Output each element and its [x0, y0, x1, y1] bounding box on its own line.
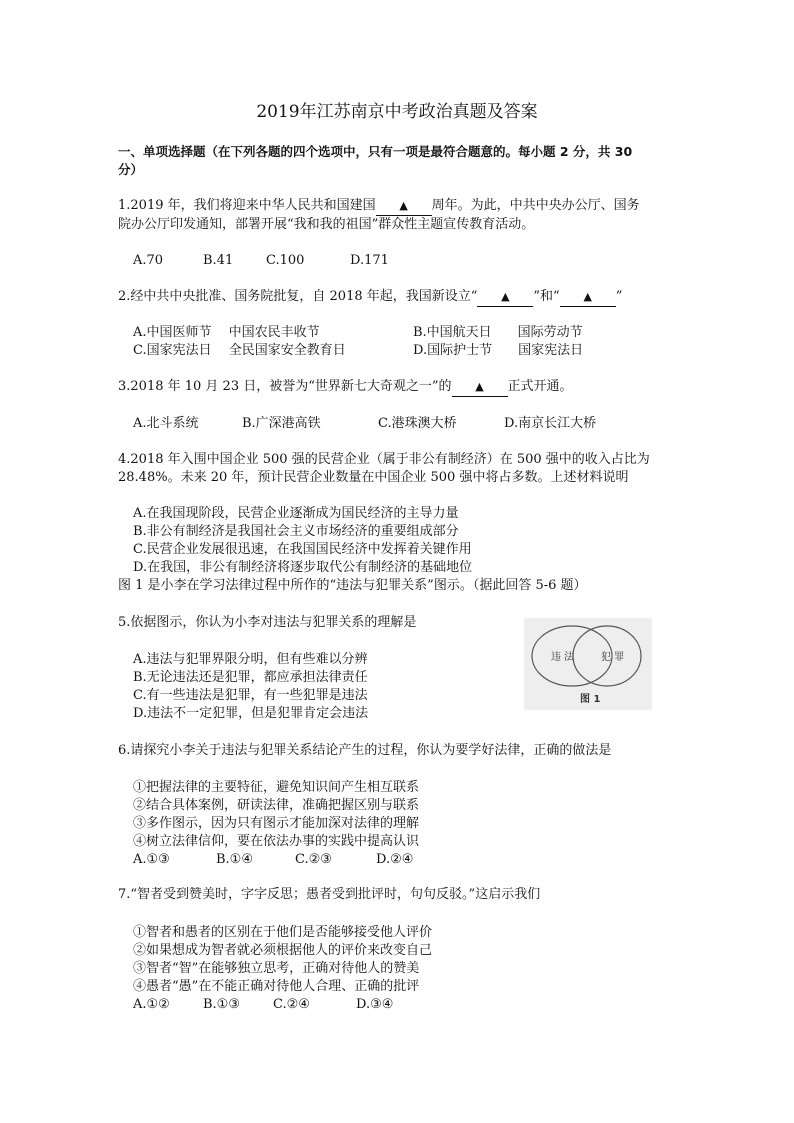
q5-option-d: D.违法不一定犯罪，但是犯罪肯定会违法	[133, 706, 369, 721]
q6-option-b: B.①④	[216, 852, 253, 867]
q1-text-b: 周年。为此，中共中央办公厅、国务	[431, 198, 640, 213]
q7-option-b: B.①③	[203, 997, 240, 1012]
q6-option-c: C.②③	[295, 852, 332, 867]
q2-option-d: D.国际护士节 国家宪法日	[413, 343, 584, 358]
q7-option-c: C.②④	[273, 997, 310, 1012]
q7-item-2: ②如果想成为智者就必须根据他人的评价来改变自己	[133, 943, 433, 958]
q3-text-b: 正式开通。	[507, 379, 573, 394]
section-heading-cont: 分）	[118, 162, 144, 177]
q3-option-a: A.北斗系统	[133, 416, 199, 431]
venn-diagram	[524, 618, 652, 710]
q2-text-a: 2.经中共中央批准、国务院批复，自 2018 年起，我国新设立“	[118, 289, 478, 304]
q3-option-b: B.广深港高铁	[242, 416, 321, 431]
q7-item-4: ④愚者“愚”在不能正确对待他人合理、正确的批评	[133, 979, 420, 994]
q7-item-1: ①智者和愚者的区别在于他们是否能够接受他人评价	[133, 925, 433, 940]
crime-label: 犯 罪	[601, 652, 625, 663]
question-2-stem	[118, 288, 622, 307]
q5-option-a: A.违法与犯罪界限分明，但有些难以分辨	[133, 652, 368, 667]
page-title: 2019年江苏南京中考政治真题及答案	[256, 102, 538, 122]
question-4-stem: 4.2018 年入围中国企业 500 强的民营企业（属于非公有制经济）在 500 强中的收入占比为	[118, 452, 650, 467]
q2-text-c: ”	[615, 289, 623, 304]
section-heading: 一、单项选择题（在下列各题的四个选项中，只有一项是最符合题意的。每小题 2 分，共 30	[118, 144, 633, 159]
q4-option-d: D.在我国，非公有制经济将逐步取代公有制经济的基础地位	[133, 560, 473, 575]
figure-caption: 图 1	[580, 694, 601, 705]
q1-option-b: B.41	[203, 253, 234, 268]
question-1-stem	[118, 197, 640, 216]
answer-blank: ▲	[376, 197, 432, 216]
q1-option-d: D.171	[350, 253, 389, 268]
question-3-stem	[118, 378, 573, 397]
answer-blank: ▲	[560, 288, 616, 307]
question-6-stem: 6.请探究小李关于违法与犯罪关系结论产生的过程，你认为要学好法律，正确的做法是	[118, 743, 612, 758]
q5-option-b: B.无论违法还是犯罪，都应承担法律责任	[133, 670, 368, 685]
q4-option-a: A.在我国现阶段，民营企业逐渐成为国民经济的主导力量	[133, 506, 459, 521]
q6-item-4: ④树立法律信仰，要在依法办事的实践中提高认识	[133, 834, 420, 849]
q5-option-c: C.有一些违法是犯罪，有一些犯罪是违法	[133, 688, 368, 703]
q1-text-a: 1.2019 年，我们将迎来中华人民共和国建国	[118, 198, 376, 213]
q6-option-d: D.②④	[376, 852, 414, 867]
q6-item-1: ①把握法律的主要特征，避免知识间产生相互联系	[133, 780, 420, 795]
q6-option-a: A.①③	[133, 852, 170, 867]
question-4-stem-cont: 28.48%。未来 20 年，预计民营企业数量在中国企业 500 强中将占多数。上述材料说明	[118, 470, 629, 485]
q3-text-a: 3.2018 年 10 月 23 日，被誉为“世界新七大奇观之一”的	[118, 379, 452, 394]
illegal-label: 违 法	[551, 652, 575, 663]
q2-option-b: B.中国航天日 国际劳动节	[413, 325, 583, 340]
q7-option-d: D.③④	[356, 997, 394, 1012]
q1-option-a: A.70	[133, 253, 164, 268]
question-5-stem: 5.依据图示，你认为小李对违法与犯罪关系的理解是	[118, 615, 417, 630]
answer-blank: ▲	[477, 288, 533, 307]
q2-option-a: A.中国医师节 中国农民丰收节	[133, 325, 320, 340]
q1-option-c: C.100	[266, 253, 305, 268]
figure-intro: 图 1 是小李在学习法律过程中所作的“违法与犯罪关系”图示。（据此回答 5-6 题）	[118, 578, 587, 593]
q6-item-2: ②结合具体案例，研读法律，准确把握区别与联系	[133, 798, 420, 813]
figure-1	[524, 618, 652, 710]
q6-item-3: ③多作图示，因为只有图示才能加深对法律的理解	[133, 816, 420, 831]
q2-text-b: ”和“	[533, 289, 560, 304]
q4-option-b: B.非公有制经济是我国社会主义市场经济的重要组成部分	[133, 524, 459, 539]
q4-option-c: C.民营企业发展很迅速，在我国国民经济中发挥着关键作用	[133, 542, 472, 557]
q2-option-c: C.国家宪法日 全民国家安全教育日	[133, 343, 346, 358]
q7-option-a: A.①②	[133, 997, 170, 1012]
question-1-stem-cont: 院办公厅印发通知，部署开展“我和我的祖国”群众性主题宣传教育活动。	[118, 217, 535, 232]
answer-blank: ▲	[452, 378, 508, 397]
question-7-stem: 7.“智者受到赞美时，字字反思；愚者受到批评时，句句反驳。”这启示我们	[118, 887, 541, 902]
q7-item-3: ③智者“智”在能够独立思考，正确对待他人的赞美	[133, 961, 420, 976]
q3-option-c: C.港珠澳大桥	[378, 416, 457, 431]
q3-option-d: D.南京长江大桥	[504, 416, 597, 431]
